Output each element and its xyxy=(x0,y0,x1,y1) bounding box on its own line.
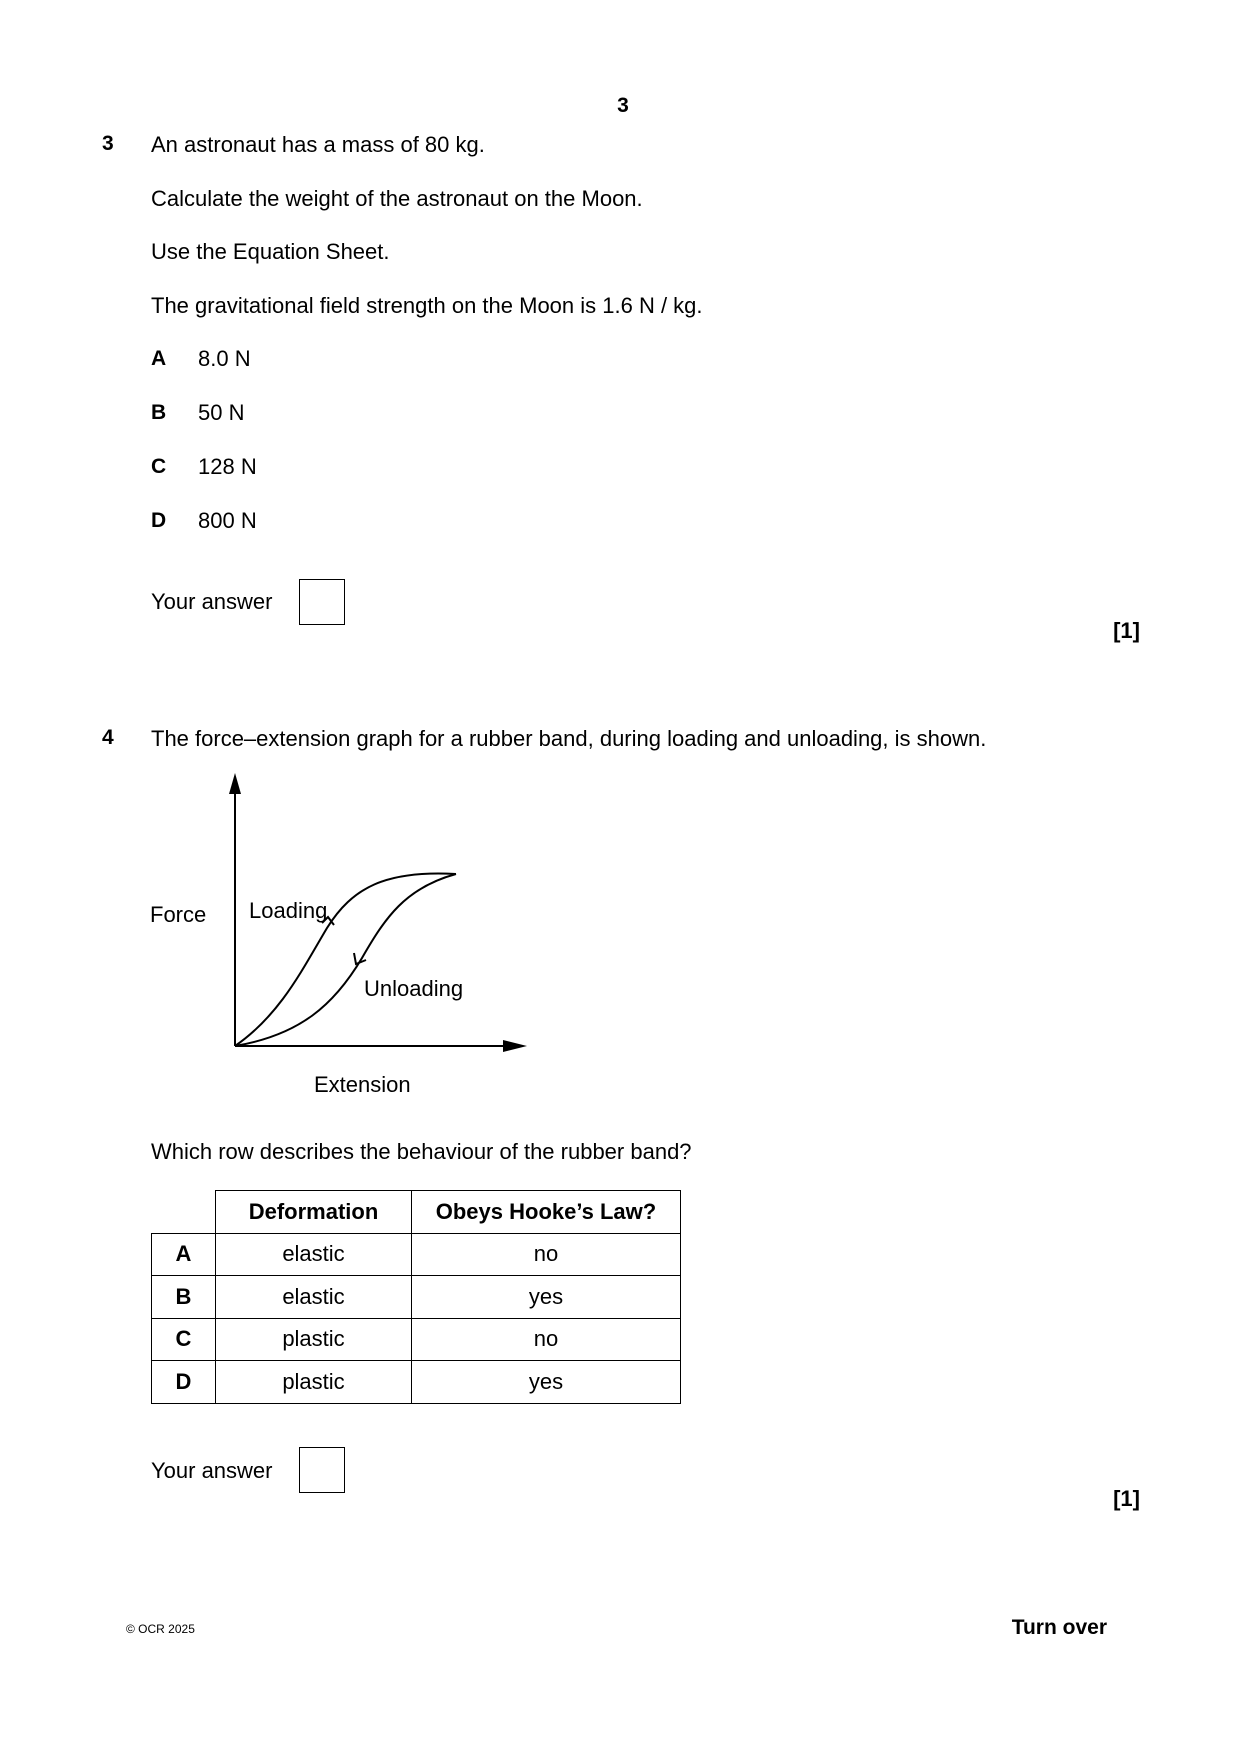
question-3-marks: [1] xyxy=(1113,618,1140,643)
question-4-prompt: Which row describes the behaviour of the rubber band? xyxy=(151,1139,692,1164)
option-value-b: 50 N xyxy=(198,400,245,425)
page-number: 3 xyxy=(617,94,629,117)
row-deformation: elastic xyxy=(216,1276,412,1319)
question-3-line-3: Use the Equation Sheet. xyxy=(151,239,390,264)
row-letter: A xyxy=(152,1233,216,1276)
option-value-d: 800 N xyxy=(198,508,257,533)
table-row xyxy=(152,1318,681,1361)
row-deformation: plastic xyxy=(216,1361,412,1404)
force-extension-graph xyxy=(140,770,560,1110)
row-letter: C xyxy=(152,1318,216,1361)
row-letter: B xyxy=(152,1276,216,1319)
question-4-marks: [1] xyxy=(1113,1486,1140,1511)
y-axis-label: Force xyxy=(150,902,207,927)
row-hooke: no xyxy=(412,1233,681,1276)
row-hooke: yes xyxy=(412,1361,681,1404)
row-letter: D xyxy=(152,1361,216,1404)
option-value-c: 128 N xyxy=(198,454,257,479)
option-letter-c: C xyxy=(151,455,167,478)
table-row xyxy=(152,1361,681,1404)
row-hooke: no xyxy=(412,1318,681,1361)
question-4-number: 4 xyxy=(102,726,114,749)
row-deformation: elastic xyxy=(216,1233,412,1276)
option-letter-d: D xyxy=(151,509,167,532)
table-corner-cell xyxy=(152,1191,216,1234)
header-hookes-law: Obeys Hooke’s Law? xyxy=(412,1191,681,1234)
question-3-line-2: Calculate the weight of the astronaut on the Moon. xyxy=(151,186,643,211)
unloading-label: Unloading xyxy=(364,976,464,1001)
question-3-answer-box[interactable] xyxy=(299,579,345,625)
option-value-a: 8.0 N xyxy=(198,346,251,371)
table-header-row xyxy=(152,1191,681,1234)
question-3-line-1: An astronaut has a mass of 80 kg. xyxy=(151,132,485,157)
table-row xyxy=(152,1233,681,1276)
question-3-number: 3 xyxy=(102,132,114,155)
y-axis-arrowhead xyxy=(229,773,241,794)
question-3-answer-label: Your answer xyxy=(151,589,273,614)
question-4-answer-label: Your answer xyxy=(151,1458,273,1483)
option-letter-b: B xyxy=(151,401,167,424)
question-4-answer-box[interactable] xyxy=(299,1447,345,1493)
turn-over-label: Turn over xyxy=(1011,1616,1107,1639)
question-4-intro: The force–extension graph for a rubber band, during loading and unloading, is shown. xyxy=(151,726,987,751)
x-axis-arrowhead xyxy=(503,1040,527,1052)
header-deformation: Deformation xyxy=(216,1191,412,1234)
answer-table xyxy=(151,1190,681,1404)
copyright-notice: © OCR 2025 xyxy=(126,1622,195,1636)
row-deformation: plastic xyxy=(216,1318,412,1361)
x-axis-label: Extension xyxy=(314,1072,411,1097)
loading-label: Loading xyxy=(249,898,328,923)
question-3-line-4: The gravitational field strength on the Moon is 1.6 N / kg. xyxy=(151,293,703,318)
option-letter-a: A xyxy=(151,347,167,370)
table-row xyxy=(152,1276,681,1319)
row-hooke: yes xyxy=(412,1276,681,1319)
